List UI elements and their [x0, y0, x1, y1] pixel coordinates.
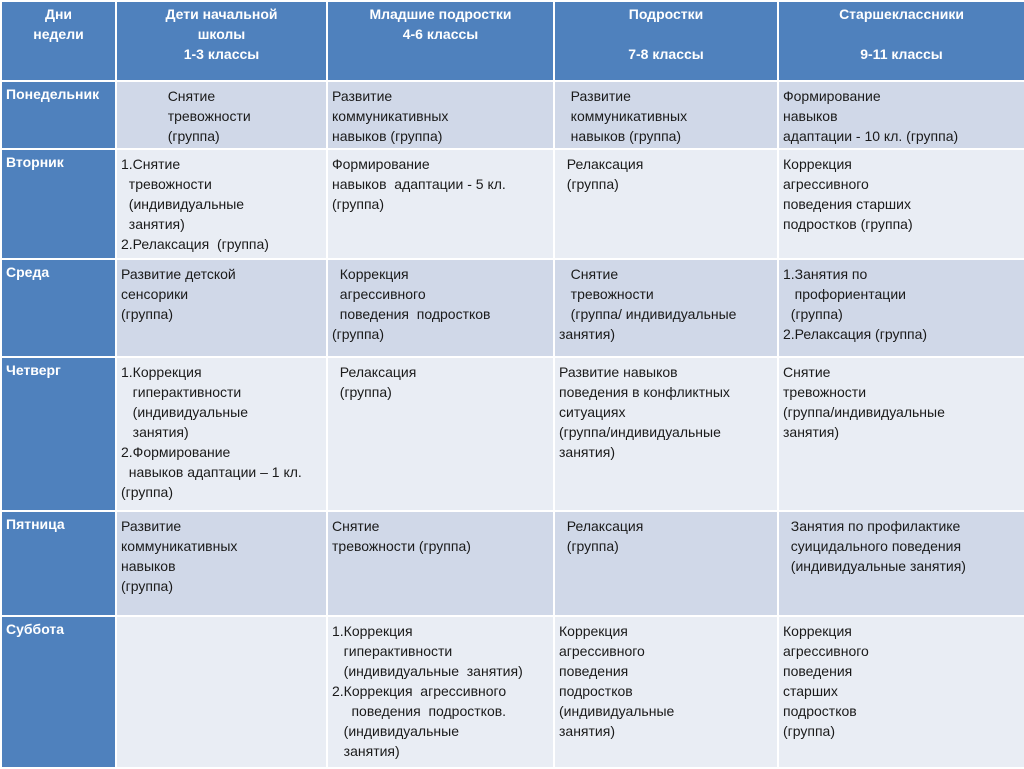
row-tuesday — [1, 149, 1024, 259]
day-label: Вторник — [1, 149, 116, 259]
cell-teens: Снятие тревожности (группа/ индивидуальные занятия) — [554, 259, 778, 357]
day-label: Суббота — [1, 616, 116, 768]
row-monday — [1, 81, 1024, 149]
day-label: Пятница — [1, 511, 116, 616]
cell-primary: 1.Снятие тревожности (индивидуальные занятия) 2.Релаксация (группа) — [116, 149, 327, 259]
cell-primary: Снятие тревожности (группа) — [116, 81, 327, 149]
header-junior-teens: Младшие подростки 4-6 классы — [327, 1, 554, 81]
day-label: Понедельник — [1, 81, 116, 149]
row-thursday — [1, 357, 1024, 511]
header-seniors: Старшеклассники 9-11 классы — [778, 1, 1024, 81]
cell-seniors: Формирование навыков адаптации - 10 кл. (группа) — [778, 81, 1024, 149]
cell-teens: Коррекция агрессивного поведения подростков (индивидуальные занятия) — [554, 616, 778, 768]
row-saturday — [1, 616, 1024, 768]
cell-teens: Развитие навыков поведения в конфликтных ситуациях (группа/индивидуальные занятия) — [554, 357, 778, 511]
cell-teens: Релаксация (группа) — [554, 511, 778, 616]
cell-junior: Формирование навыков адаптации - 5 кл. (группа) — [327, 149, 554, 259]
cell-primary: Развитие детской сенсорики (группа) — [116, 259, 327, 357]
cell-primary: 1.Коррекция гиперактивности (индивидуальные занятия) 2.Формирование навыков адаптации – 1 кл. (группа) — [116, 357, 327, 511]
cell-teens: Развитие коммуникативных навыков (группа) — [554, 81, 778, 149]
cell-primary: Развитие коммуникативных навыков (группа) — [116, 511, 327, 616]
header-primary-school: Дети начальной школы 1-3 классы — [116, 1, 327, 81]
header-row — [1, 1, 1024, 81]
cell-seniors: Снятие тревожности (группа/индивидуальные занятия) — [778, 357, 1024, 511]
cell-junior: Развитие коммуникативных навыков (группа) — [327, 81, 554, 149]
cell-teens: Релаксация (группа) — [554, 149, 778, 259]
cell-junior: 1.Коррекция гиперактивности (индивидуальные занятия) 2.Коррекция агрессивного поведения подростков. (индивидуальные занятия) — [327, 616, 554, 768]
day-label: Среда — [1, 259, 116, 357]
cell-junior: Релаксация (группа) — [327, 357, 554, 511]
cell-primary — [116, 616, 327, 768]
header-teens: Подростки 7-8 классы — [554, 1, 778, 81]
cell-junior: Коррекция агрессивного поведения подростков (группа) — [327, 259, 554, 357]
row-wednesday — [1, 259, 1024, 357]
row-friday — [1, 511, 1024, 616]
cell-junior: Снятие тревожности (группа) — [327, 511, 554, 616]
cell-seniors: 1.Занятия по профориентации (группа) 2.Релаксация (группа) — [778, 259, 1024, 357]
day-label: Четверг — [1, 357, 116, 511]
cell-seniors: Занятия по профилактике суицидального поведения (индивидуальные занятия) — [778, 511, 1024, 616]
cell-seniors: Коррекция агрессивного поведения старших подростков (группа) — [778, 616, 1024, 768]
header-days: Дни недели — [1, 1, 116, 81]
cell-seniors: Коррекция агрессивного поведения старших подростков (группа) — [778, 149, 1024, 259]
